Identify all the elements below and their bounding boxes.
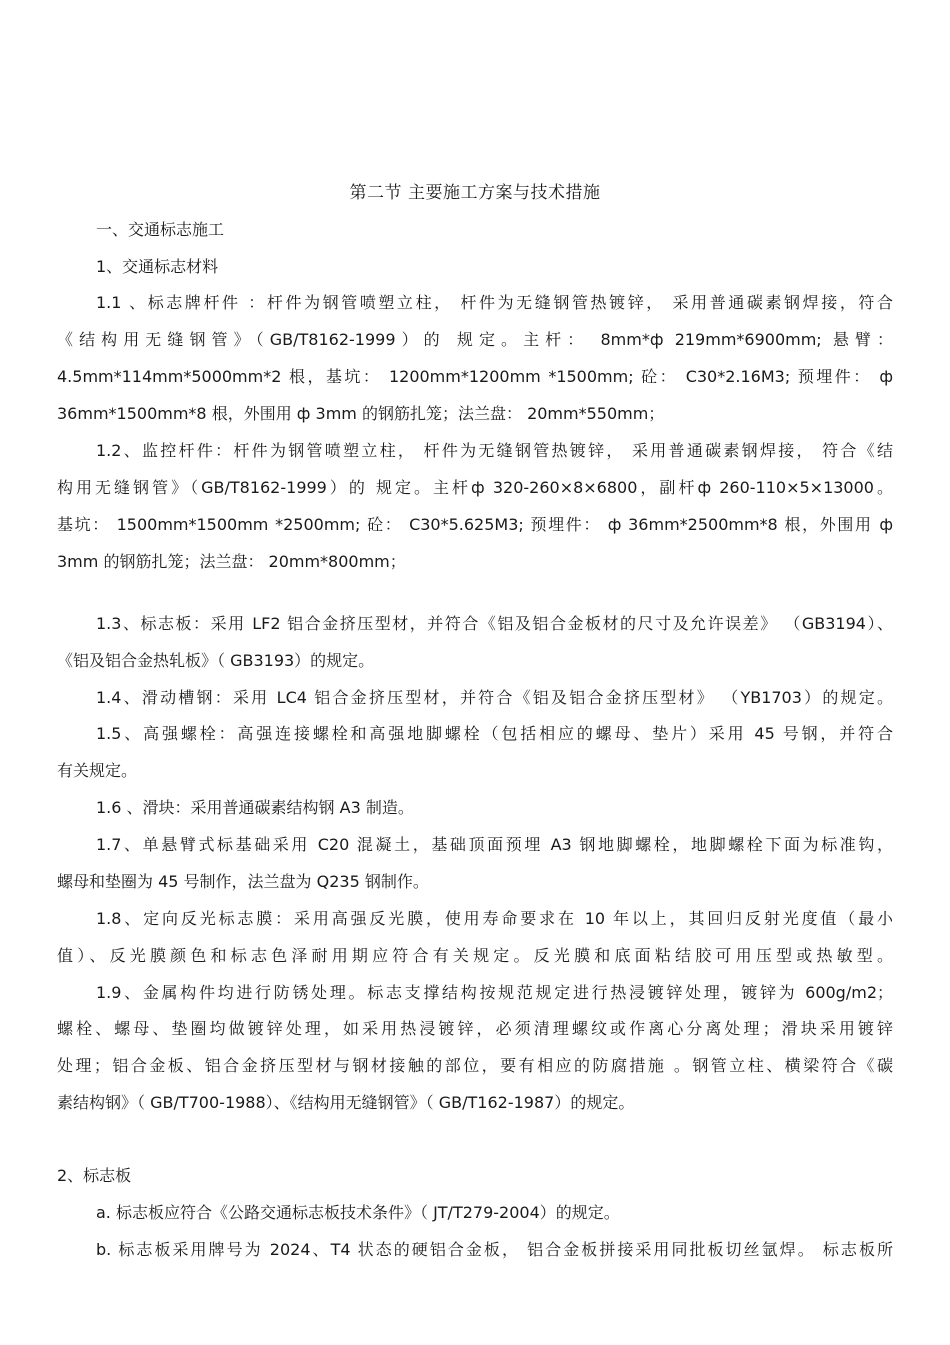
text-line: 《铝及铝合金热轧板》（ GB3193）的规定。 [57, 651, 375, 670]
text-line: 有关规定。 [57, 761, 138, 780]
text-line: 值）、反光膜颜色和标志色泽耐用期应符合有关规定。反光膜和底面粘结胶可用压型或热敏型。 [57, 946, 893, 965]
text-line: 一、交通标志施工 [96, 220, 225, 239]
text-line: 3mm 的钢筋扎笼；法兰盘： 20mm*800mm； [57, 552, 406, 571]
text-line: 1.4、滑动槽钢：采用 LC4 铝合金挤压型材，并符合《铝及铝合金挤压型材》 （YB1703）的规定。 [96, 688, 893, 707]
text-line: 1.6 、滑块：采用普通碳素结构钢 A3 制造。 [96, 798, 414, 817]
text-line: 基坑： 1500mm*1500mm *2500mm; 砼： C30*5.625M3; 预埋件： ф 36mm*2500mm*8 根，外围用 ф [57, 515, 893, 534]
text-line: 1.7、单悬臂式标基础采用 C20 混凝土，基础顶面预埋 A3 钢地脚螺栓，地脚螺栓下面为标准钩， [96, 835, 893, 854]
text-line: 构用无缝钢管》（GB/T8162-1999）的 规定。主杆ф 320-260×8×6800，副杆ф 260-110×5×13000。 [57, 478, 893, 497]
text-line: 《结构用无缝钢管》（GB/T8162-1999）的 规定。主杆： 8mm*ф 219mm*6900mm; 悬臂： [57, 330, 893, 349]
text-line: 1.9、金属构件均进行防锈处理。标志支撑结构按规范规定进行热浸镀锌处理，镀锌为 600g/m2； [96, 983, 893, 1002]
text-line: 螺母和垫圈为 45 号制作，法兰盘为 Q235 钢制作。 [57, 872, 429, 891]
text-line: 1.5、高强螺栓：高强连接螺栓和高强地脚螺栓（包括相应的螺母、垫片）采用 45 号钢，并符合 [96, 724, 893, 743]
text-line: 素结构钢》（ GB/T700-1988）、《结构用无缝钢管》（ GB/T162-1987）的规定。 [57, 1093, 635, 1112]
text-line: 1.2、监控杆件：杆件为钢管喷塑立柱， 杆件为无缝钢管热镀锌， 采用普通碳素钢焊接， 符合《结 [96, 441, 893, 460]
text-line: 处理；铝合金板、铝合金挤压型材与钢材接触的部位，要有相应的防腐措施 。钢管立柱、横梁符合《碳 [57, 1056, 893, 1075]
text-line: b. 标志板采用牌号为 2024、T4 状态的硬铝合金板， 铝合金板拼接采用同批板切丝氩焊。 标志板所 [96, 1240, 893, 1259]
text-line: 36mm*1500mm*8 根，外围用 ф 3mm 的钢筋扎笼；法兰盘： 20mm*550mm； [57, 404, 665, 423]
text-line: 1.8、定向反光标志膜：采用高强反光膜，使用寿命要求在 10 年以上，其回归反射光度值（最小 [96, 909, 893, 928]
text-line: a. 标志板应符合《公路交通标志板技术条件》（ JT/T279-2004）的规定。 [96, 1203, 620, 1222]
text-line: 1、交通标志材料 [96, 257, 219, 276]
section-title: 第二节 主要施工方案与技术措施 [349, 183, 601, 203]
text-line: 4.5mm*114mm*5000mm*2 根，基坑： 1200mm*1200mm *1500mm; 砼： C30*2.16M3; 预埋件： ф [57, 367, 893, 386]
text-line: 1.1 、标志牌杆件 ：杆件为钢管喷塑立柱， 杆件为无缝钢管热镀锌， 采用普通碳素钢焊接，符合 [96, 293, 893, 312]
text-line: 螺栓、螺母、垫圈均做镀锌处理，如采用热浸镀锌，必须清理螺纹或作离心分离处理；滑块采用镀锌 [57, 1019, 893, 1038]
text-line: 1.3、标志板：采用 LF2 铝合金挤压型材，并符合《铝及铝合金板材的尺寸及允许误差》 （GB3194）、 [96, 614, 893, 633]
text-line: 2、标志板 [57, 1166, 132, 1185]
